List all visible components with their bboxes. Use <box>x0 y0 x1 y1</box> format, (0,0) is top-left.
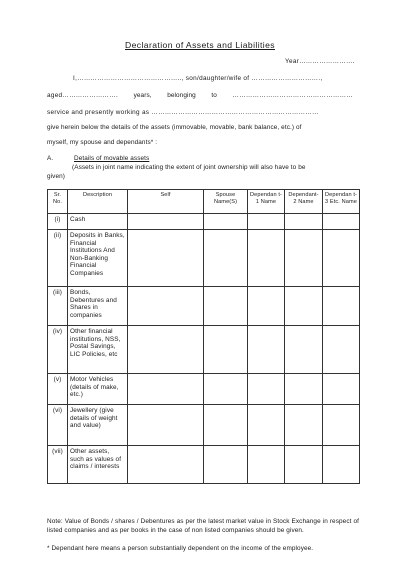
movable-assets-table <box>47 189 360 484</box>
footnote-value-note: Note: Value of Bonds / shares / Debentures as per the latest market value in Stock Exchange in respect of listed companies and as per books in the case of non listed companies should be given. <box>47 518 359 534</box>
header-sr-no: Sr. No. <box>48 190 68 214</box>
section-a-note-line2: given) <box>47 173 66 180</box>
table-header-row <box>48 190 360 214</box>
cell-dependant-2 <box>285 230 323 287</box>
header-spouse: Spouse Name(S) <box>204 190 248 214</box>
row-description: Deposits in Banks, Financial Institutions And Non-Banking Financial Companies <box>68 230 128 287</box>
cell-self <box>128 405 204 446</box>
year-field: Year……………………. <box>285 58 355 65</box>
cell-dependant-2 <box>285 446 323 484</box>
document-title: Declaration of Assets and Liabilities <box>125 40 275 50</box>
table-row <box>48 230 360 287</box>
row-sr-no: (iv) <box>48 326 68 374</box>
cell-spouse <box>204 405 248 446</box>
cell-spouse <box>204 230 248 287</box>
cell-dependant-1 <box>248 446 285 484</box>
table-row <box>48 326 360 374</box>
row-description: Other financial institutions, NSS, Postal Savings, LIC Policies, etc <box>68 326 128 374</box>
section-a-note-line1: (Assets in joint name indicating the extent of joint ownership will also have to be <box>72 164 306 171</box>
cell-spouse <box>204 446 248 484</box>
row-description: Motor Vehicles (details of make, etc.) <box>68 374 128 405</box>
header-dependant-3: Dependan t-3 Etc. Name <box>323 190 360 214</box>
cell-dependant-3 <box>323 446 360 484</box>
cell-self <box>128 446 204 484</box>
belonging-word: belonging <box>167 92 196 99</box>
row-description: Bonds, Debentures and Shares in companies <box>68 287 128 326</box>
row-description: Other assets, such as values of claims / interests <box>68 446 128 484</box>
row-description: Cash <box>68 214 128 230</box>
cell-self <box>128 374 204 405</box>
cell-dependant-1 <box>248 405 285 446</box>
cell-self <box>128 326 204 374</box>
table-row <box>48 446 360 484</box>
cell-spouse <box>204 326 248 374</box>
belonging-blank: ……………………………………………… <box>232 92 353 99</box>
row-sr-no: (iii) <box>48 287 68 326</box>
cell-dependant-3 <box>323 214 360 230</box>
cell-self <box>128 214 204 230</box>
row-description: Jewellery (give details of weight and value) <box>68 405 128 446</box>
cell-self <box>128 230 204 287</box>
declarant-name-line: I,……………………………………….., son/daughter/wife of …………………………., <box>73 75 323 82</box>
table-row <box>48 287 360 326</box>
table-row <box>48 405 360 446</box>
cell-dependant-2 <box>285 214 323 230</box>
footnote-dependant-note: * Dependant here means a person substantially dependent on the income of the employee. <box>47 545 314 552</box>
age-blank: aged……………………. <box>47 92 119 99</box>
years-word: years, <box>133 92 152 99</box>
row-sr-no: (ii) <box>48 230 68 287</box>
age-line <box>47 92 353 99</box>
cell-dependant-1 <box>248 214 285 230</box>
cell-dependant-1 <box>248 230 285 287</box>
cell-spouse <box>204 287 248 326</box>
section-a-letter: A. <box>47 155 54 162</box>
service-line: service and presently working as ………………………………………………………………… <box>47 109 319 116</box>
header-self: Self <box>128 190 204 214</box>
cell-dependant-1 <box>248 326 285 374</box>
cell-dependant-3 <box>323 287 360 326</box>
header-dependant-2: Dependant-2 Name <box>285 190 323 214</box>
cell-self <box>128 287 204 326</box>
give-details-line: give herein below the details of the assets (immovable, movable, bank balance, etc.) of <box>47 124 302 131</box>
section-a-heading: Details of movable assets <box>74 155 150 162</box>
cell-dependant-2 <box>285 287 323 326</box>
table-row <box>48 374 360 405</box>
row-sr-no: (vii) <box>48 446 68 484</box>
cell-dependant-2 <box>285 326 323 374</box>
cell-spouse <box>204 214 248 230</box>
cell-dependant-3 <box>323 326 360 374</box>
cell-spouse <box>204 374 248 405</box>
header-description: Description <box>68 190 128 214</box>
cell-dependant-3 <box>323 405 360 446</box>
to-word: to <box>211 92 217 99</box>
cell-dependant-1 <box>248 287 285 326</box>
cell-dependant-2 <box>285 374 323 405</box>
row-sr-no: (vi) <box>48 405 68 446</box>
header-dependant-1: Dependan t-1 Name <box>248 190 285 214</box>
row-sr-no: (i) <box>48 214 68 230</box>
row-sr-no: (v) <box>48 374 68 405</box>
cell-dependant-1 <box>248 374 285 405</box>
cell-dependant-3 <box>323 374 360 405</box>
cell-dependant-2 <box>285 405 323 446</box>
myself-spouse-line: myself, my spouse and dependants* : <box>47 139 158 146</box>
table-row <box>48 214 360 230</box>
cell-dependant-3 <box>323 230 360 287</box>
